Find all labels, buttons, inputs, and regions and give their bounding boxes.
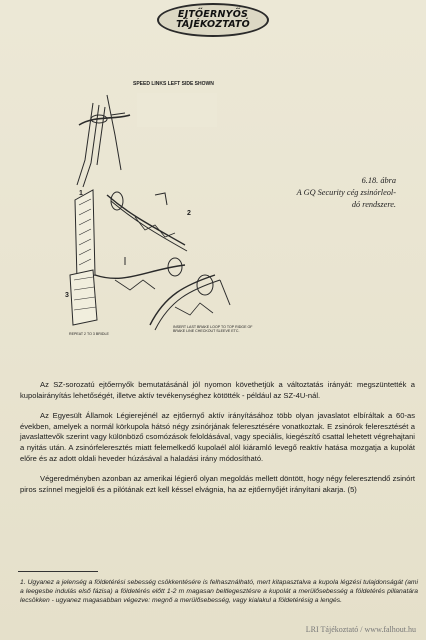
- figure-top-label: SPEED LINKS LEFT SIDE SHOWN: [133, 81, 214, 87]
- figure-caption-number: 6.18. ábra: [361, 176, 396, 185]
- figure-step-4: [150, 275, 230, 330]
- figure-step-number-3: 3: [65, 292, 69, 299]
- figure-step4-note: INSERT LAST BRAKE LOOP TO TOP RIDGE OF BRAKE LINE CHECKOUT SLEEVE ETC.: [173, 325, 253, 334]
- figure-step-1: [77, 93, 217, 187]
- footnote: 1. Ugyanez a jelenség a földetérési sebesség csökkentésére is felhasználható, mert kitapasztalva a kupola légzési tulajdonságát (ami a leegesbe indulás első fázisa) a földetérés előtt 1-2 m magasan beltlegesztésre a kupolát a merülősebesség a földetérés pillanatára lecsökken - ugyanez magasabban végezve: megnő a merülősebesség, vagy kialakul a földetérésig a lengés.: [20, 579, 418, 605]
- figure-step3-note: REPEAT 2 TO 3 BRIDLE: [69, 332, 109, 336]
- figure-step-number-2: 2: [187, 210, 191, 217]
- footnote-divider: [18, 571, 98, 572]
- rigging-figure: [55, 75, 265, 350]
- site-watermark: LRI Tájékoztató / www.falhout.hu: [305, 625, 416, 634]
- paragraph: Az SZ-sorozatú ejtőernyők bemutatásánál jól nyomon követhetjük a változtatás irányát: megszüntették a kupolairányítás lehetőségét, illetve aktív tevékenységhez kötötték - például az SZ-4U-nál.: [20, 380, 415, 400]
- body-text: [20, 380, 415, 505]
- figure-caption-line1: A GQ Security cég zsinórleol-: [296, 188, 396, 197]
- figure-caption-line2: dó rendszere.: [351, 200, 396, 209]
- figure-caption: [276, 175, 396, 211]
- header-title-line2: TÁJÉKOZTATÓ: [176, 19, 250, 30]
- paragraph: Végeredményben azonban az amerikai légierő olyan megoldás mellett döntött, hogy négy feleresztendő zsinórt piros színnel megjelöli és a pilótának ezt kell késsel elvágnia, ha az ejtőernyőjét irányítani akarja. (5): [20, 474, 415, 494]
- figure-step-number-1: 1: [79, 190, 83, 197]
- header-title-line1: EJTŐERNYŐS: [177, 9, 249, 20]
- paragraph: Az Egyesült Államok Légierejénél az ejtőernyő aktív irányításához több olyan javaslatot elbíráltak a 60-as években, amelyek a normál körkupola hátsó négy zsinórjának feleresztésére vonatkoztak. E zsinórok feleresztését a javaslattevők szerint vagy különböző csomózások feloldásával, vagy speciális, kiegészítő csattal lehetett végrehajtani a nyitás után. A zsinórfeleresztés miatt felemelkedő kupolaél alól kiáramló levegő reaktív hatása mozgatja a kupolát előre és az adott oldali heveder húzásával a haladási irány módosítható.: [20, 411, 415, 463]
- figure-step-2: [75, 190, 187, 280]
- header-badge: [157, 3, 269, 37]
